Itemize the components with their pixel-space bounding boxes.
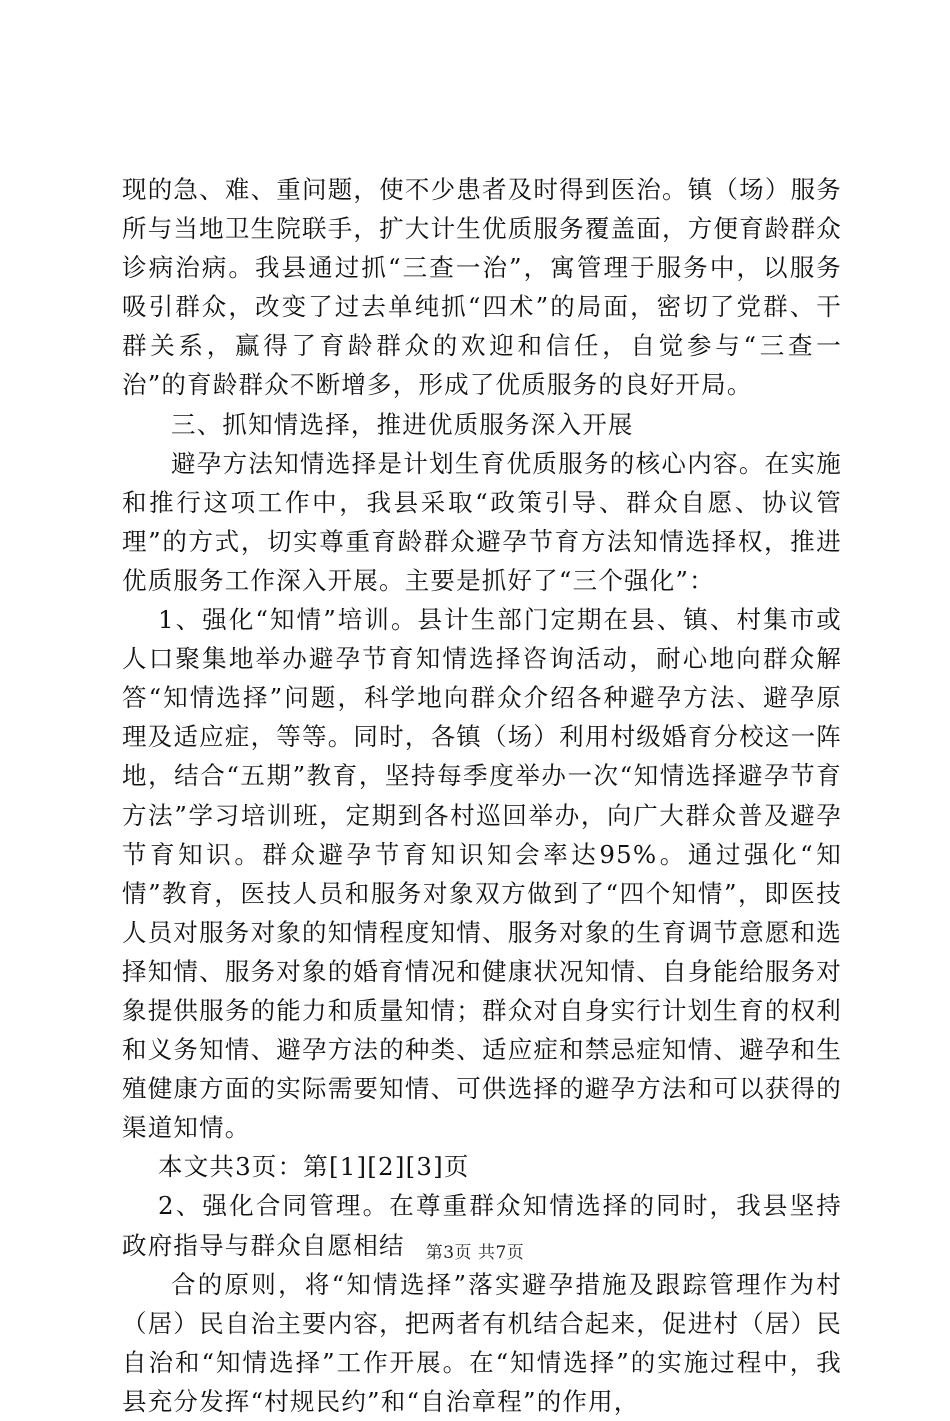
paragraph-contract-management: 2、强化合同管理。在尊重群众知情选择的同时，我县坚持政府指导与群众自愿相结: [122, 1191, 842, 1260]
page-footer: 第3页 共7页: [425, 1243, 525, 1263]
paragraph-continuation: 现的急、难、重问题，使不少患者及时得到医治。镇（场）服务所与当地卫生院联手，扩大计生优质服务覆盖面，方便育龄群众诊病治病。我县通过抓“三查一治”，寓管理于服务中，以服务吸引群众，改变了过去单纯抓“四术”的局面，密切了党群、干群关系，赢得了育龄群众的欢迎和信任，自觉参与“三查一治”的育龄群众不断增多，形成了优质服务的良好开局。: [122, 175, 842, 400]
page-navigation-text: 本文共3页：第[1][2][3]页: [158, 1152, 470, 1182]
paragraph-informed-choice: 避孕方法知情选择是计划生育优质服务的核心内容。在实施和推行这项工作中，我县采取“政策引导、群众自愿、协议管理”的方式，切实尊重育龄群众避孕节育方法知情选择权，推进优质服务工作深入开展。主要是抓好了“三个强化”：: [122, 448, 842, 595]
paragraph-principle: 合的原则，将“知情选择”落实避孕措施及跟踪管理作为村（居）民自治主要内容，把两者有机结合起来，促进村（居）民自治和“知情选择”工作开展。在“知情选择”的实施过程中，我县充分发挥“村规民约”和“自治章程”的作用，: [122, 1269, 842, 1416]
paragraph-training: 1、强化“知情”培训。县计生部门定期在县、镇、村集市或人口聚集地举办避孕节育知情选择咨询活动，耐心地向群众解答“知情选择”问题，科学地向群众介绍各种避孕方法、避孕原理及适应症，等等。同时，各镇（场）利用村级婚育分校这一阵地，结合“五期”教育，坚持每季度举办一次“知情选择避孕节育方法”学习培训班，定期到各村巡回举办，向广大群众普及避孕节育知识。群众避孕节育知识知会率达95%。通过强化“知情”教育，医技人员和服务对象双方做到了“四个知情”，即医技人员对服务对象的知情程度知情、服务对象的生育调节意愿和选择知情、服务对象的婚育情况和健康状况知情、自身能给服务对象提供服务的能力和质量知情；群众对自身实行计划生育的权利和义务知情、避孕方法的种类、适应症和禁忌症知情、避孕和生殖健康方面的实际需要知情、可供选择的避孕方法和可以获得的渠道知情。: [122, 605, 842, 1143]
section-heading: 三、抓知情选择，推进优质服务深入开展: [171, 409, 634, 439]
document-body: [122, 170, 842, 1421]
